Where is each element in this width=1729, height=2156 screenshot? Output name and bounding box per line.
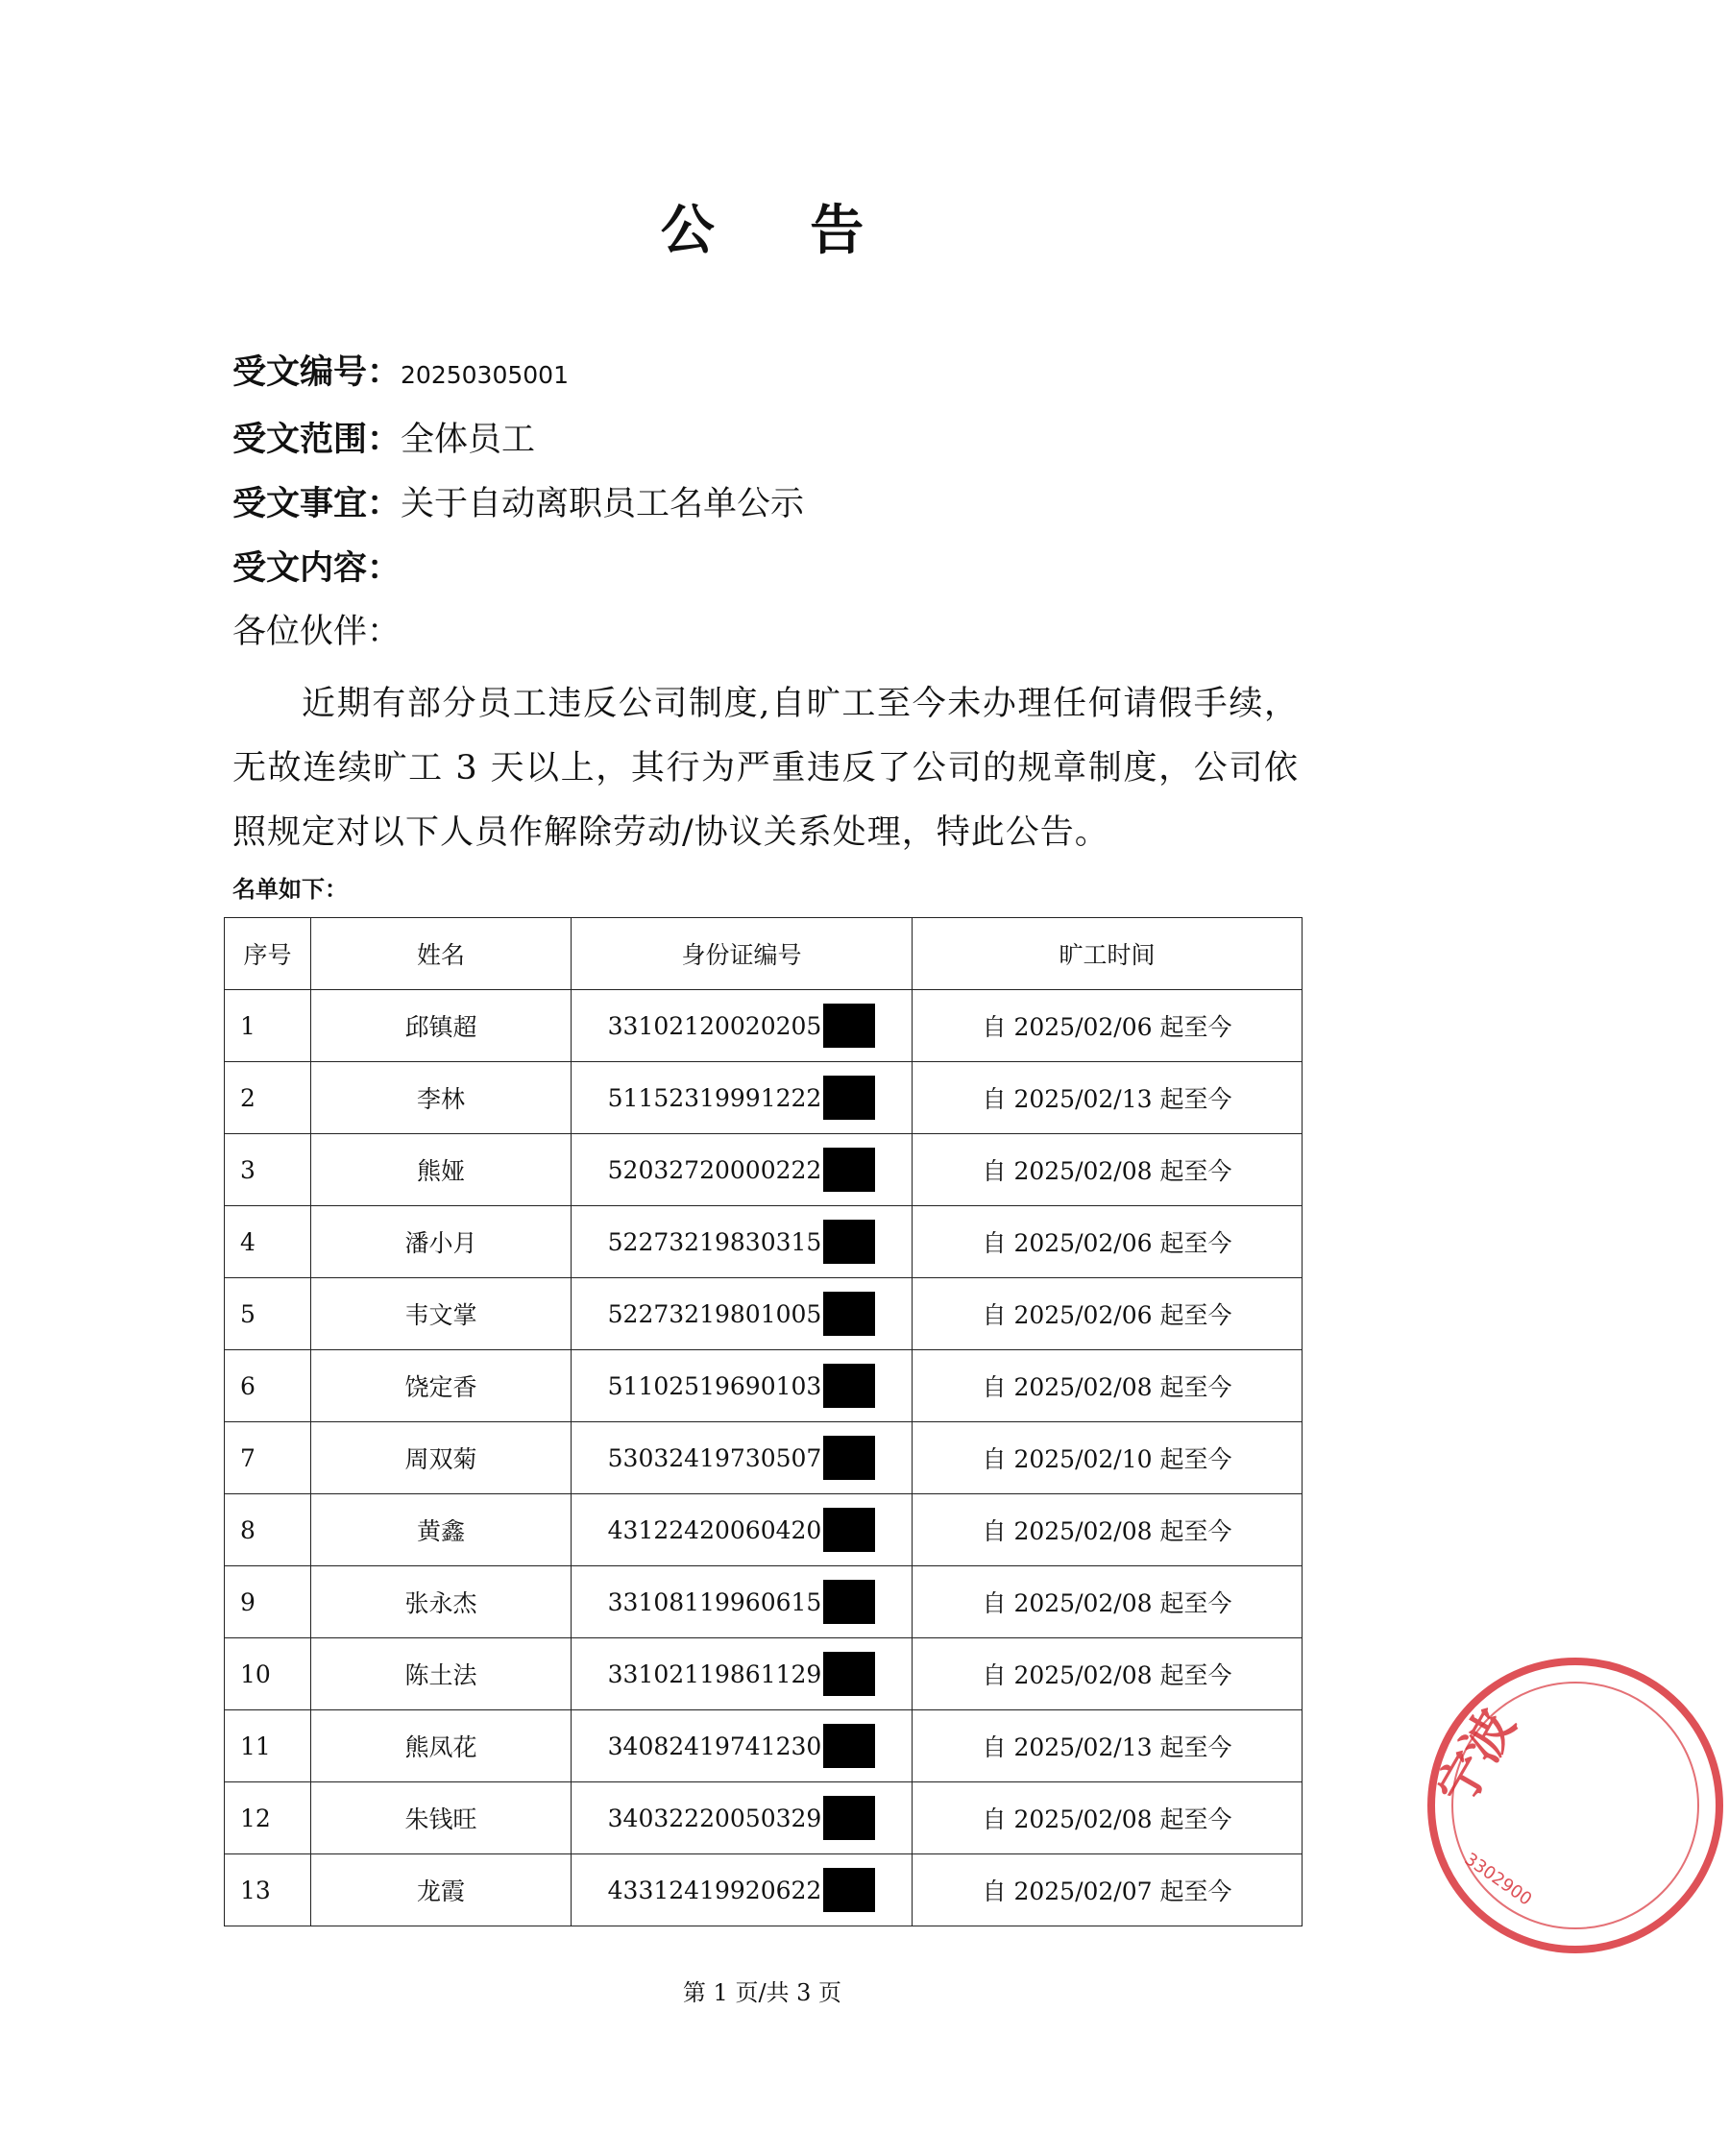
table-row [225, 1278, 1303, 1350]
content-label: 受文内容： [232, 549, 402, 588]
id-wrapper [608, 1724, 876, 1768]
svg-text:宁波: 宁波 [1426, 1700, 1527, 1816]
employee-table [224, 917, 1303, 1926]
row-seq: 8 [225, 1494, 311, 1566]
header-name: 姓名 [311, 918, 572, 990]
table-body [225, 990, 1303, 1926]
row-id: 43122420060420 [607, 1515, 822, 1544]
table-row [225, 990, 1303, 1062]
row-name: 邱镇超 [311, 990, 572, 1062]
row-id-cell [572, 1278, 913, 1350]
table-row [225, 1710, 1303, 1782]
table-row [225, 1494, 1303, 1566]
row-period: 自 2025/02/10 起至今 [913, 1422, 1303, 1494]
row-period: 自 2025/02/06 起至今 [913, 1206, 1303, 1278]
id-wrapper [608, 1508, 876, 1552]
page-footer: 第 1 页/共 3 页 [682, 1979, 842, 2006]
redaction-block [823, 1868, 875, 1912]
redaction-block [823, 1796, 875, 1840]
redaction-block [823, 1724, 875, 1768]
row-seq: 10 [225, 1638, 311, 1710]
scope-row [232, 419, 535, 461]
row-id: 43312419920622 [607, 1876, 822, 1904]
row-name: 陈土法 [311, 1638, 572, 1710]
row-id: 33108119960615 [607, 1587, 822, 1616]
table-header-row [225, 918, 1303, 990]
id-wrapper [608, 1796, 876, 1840]
redaction-block [823, 1076, 875, 1120]
row-seq: 9 [225, 1566, 311, 1638]
row-name: 熊娅 [311, 1134, 572, 1206]
row-seq: 11 [225, 1710, 311, 1782]
row-seq: 13 [225, 1854, 311, 1926]
row-period: 自 2025/02/08 起至今 [913, 1350, 1303, 1422]
row-id-cell [572, 1494, 913, 1566]
redaction-block [823, 1004, 875, 1048]
row-period: 自 2025/02/07 起至今 [913, 1854, 1303, 1926]
row-name: 李林 [311, 1062, 572, 1134]
redaction-block [823, 1292, 875, 1336]
row-id-cell [572, 1350, 913, 1422]
row-period: 自 2025/02/13 起至今 [913, 1710, 1303, 1782]
row-seq: 5 [225, 1278, 311, 1350]
id-wrapper [608, 1220, 876, 1264]
svg-text:3302900: 3302900 [1460, 1849, 1536, 1910]
id-wrapper [608, 1580, 876, 1624]
row-period: 自 2025/02/13 起至今 [913, 1062, 1303, 1134]
table-row [225, 1134, 1303, 1206]
table-row [225, 1062, 1303, 1134]
row-name: 周双菊 [311, 1422, 572, 1494]
id-wrapper [608, 1292, 876, 1336]
row-id: 34032220050329 [607, 1804, 822, 1832]
row-seq: 7 [225, 1422, 311, 1494]
content-row [232, 547, 401, 590]
id-wrapper [608, 1652, 876, 1696]
row-period: 自 2025/02/06 起至今 [913, 1278, 1303, 1350]
row-name: 朱钱旺 [311, 1782, 572, 1854]
row-period: 自 2025/02/06 起至今 [913, 990, 1303, 1062]
row-seq: 12 [225, 1782, 311, 1854]
row-name: 韦文掌 [311, 1278, 572, 1350]
row-period: 自 2025/02/08 起至今 [913, 1494, 1303, 1566]
table-row [225, 1422, 1303, 1494]
company-seal [1422, 1652, 1729, 1959]
matter-label: 受文事宜： [232, 485, 402, 523]
id-wrapper [608, 1436, 876, 1480]
redaction-block [823, 1652, 875, 1696]
doc-number-row [232, 351, 569, 397]
row-name: 龙霞 [311, 1854, 572, 1926]
doc-number-value: 20250305001 [401, 361, 569, 389]
table-row [225, 1350, 1303, 1422]
list-heading: 名单如下： [232, 876, 348, 903]
row-name: 熊凤花 [311, 1710, 572, 1782]
row-id-cell [572, 1854, 913, 1926]
row-id: 52273219801005 [607, 1299, 822, 1328]
table-row [225, 1854, 1303, 1926]
row-id: 52032720000222 [607, 1155, 822, 1184]
header-period: 旷工时间 [913, 918, 1303, 990]
scope-value: 全体员工 [401, 421, 536, 459]
id-wrapper [608, 1148, 876, 1192]
redaction-block [823, 1220, 875, 1264]
row-seq: 2 [225, 1062, 311, 1134]
body-paragraph: 近期有部分员工违反公司制度,自旷工至今未办理任何请假手续，无故连续旷工 3 天以上，其行为严重违反了公司的规章制度，公司依照规定对以下人员作解除劳动/协议关系处理，特此公告。 [232, 685, 1299, 852]
row-id-cell [572, 990, 913, 1062]
page-title: 公 告 [660, 200, 903, 262]
row-seq: 6 [225, 1350, 311, 1422]
header-seq: 序号 [225, 918, 311, 990]
id-wrapper [608, 1076, 876, 1120]
id-wrapper [608, 1868, 876, 1912]
row-seq: 3 [225, 1134, 311, 1206]
row-name: 黄鑫 [311, 1494, 572, 1566]
header-id: 身份证编号 [572, 918, 913, 990]
row-id-cell [572, 1710, 913, 1782]
row-name: 张永杰 [311, 1566, 572, 1638]
row-id: 34082419741230 [607, 1732, 822, 1760]
redaction-block [823, 1580, 875, 1624]
row-id: 51102519690103 [607, 1371, 822, 1400]
row-name: 潘小月 [311, 1206, 572, 1278]
row-id-cell [572, 1206, 913, 1278]
row-id-cell [572, 1062, 913, 1134]
doc-number-label: 受文编号： [232, 353, 402, 392]
row-id: 51152319991222 [607, 1083, 822, 1112]
matter-value: 关于自动离职员工名单公示 [401, 485, 805, 523]
redaction-block [823, 1436, 875, 1480]
row-id: 33102119861129 [607, 1659, 822, 1688]
table-row [225, 1206, 1303, 1278]
row-name: 饶定香 [311, 1350, 572, 1422]
table-row [225, 1566, 1303, 1638]
row-period: 自 2025/02/08 起至今 [913, 1134, 1303, 1206]
row-id-cell [572, 1782, 913, 1854]
table-row [225, 1638, 1303, 1710]
row-seq: 1 [225, 990, 311, 1062]
redaction-block [823, 1364, 875, 1408]
row-id-cell [572, 1422, 913, 1494]
row-id: 33102120020205 [607, 1011, 822, 1040]
redaction-block [823, 1148, 875, 1192]
row-id-cell [572, 1566, 913, 1638]
row-period: 自 2025/02/08 起至今 [913, 1566, 1303, 1638]
id-wrapper [608, 1004, 876, 1048]
scope-label: 受文范围： [232, 421, 402, 459]
row-id: 52273219830315 [607, 1227, 822, 1256]
id-wrapper [608, 1364, 876, 1408]
row-period: 自 2025/02/08 起至今 [913, 1638, 1303, 1710]
greeting: 各位伙伴： [232, 613, 402, 651]
row-period: 自 2025/02/08 起至今 [913, 1782, 1303, 1854]
redaction-block [823, 1508, 875, 1552]
row-id-cell [572, 1638, 913, 1710]
matter-row [232, 483, 804, 525]
row-seq: 4 [225, 1206, 311, 1278]
table-row [225, 1782, 1303, 1854]
row-id: 53032419730507 [607, 1443, 822, 1472]
row-id-cell [572, 1134, 913, 1206]
